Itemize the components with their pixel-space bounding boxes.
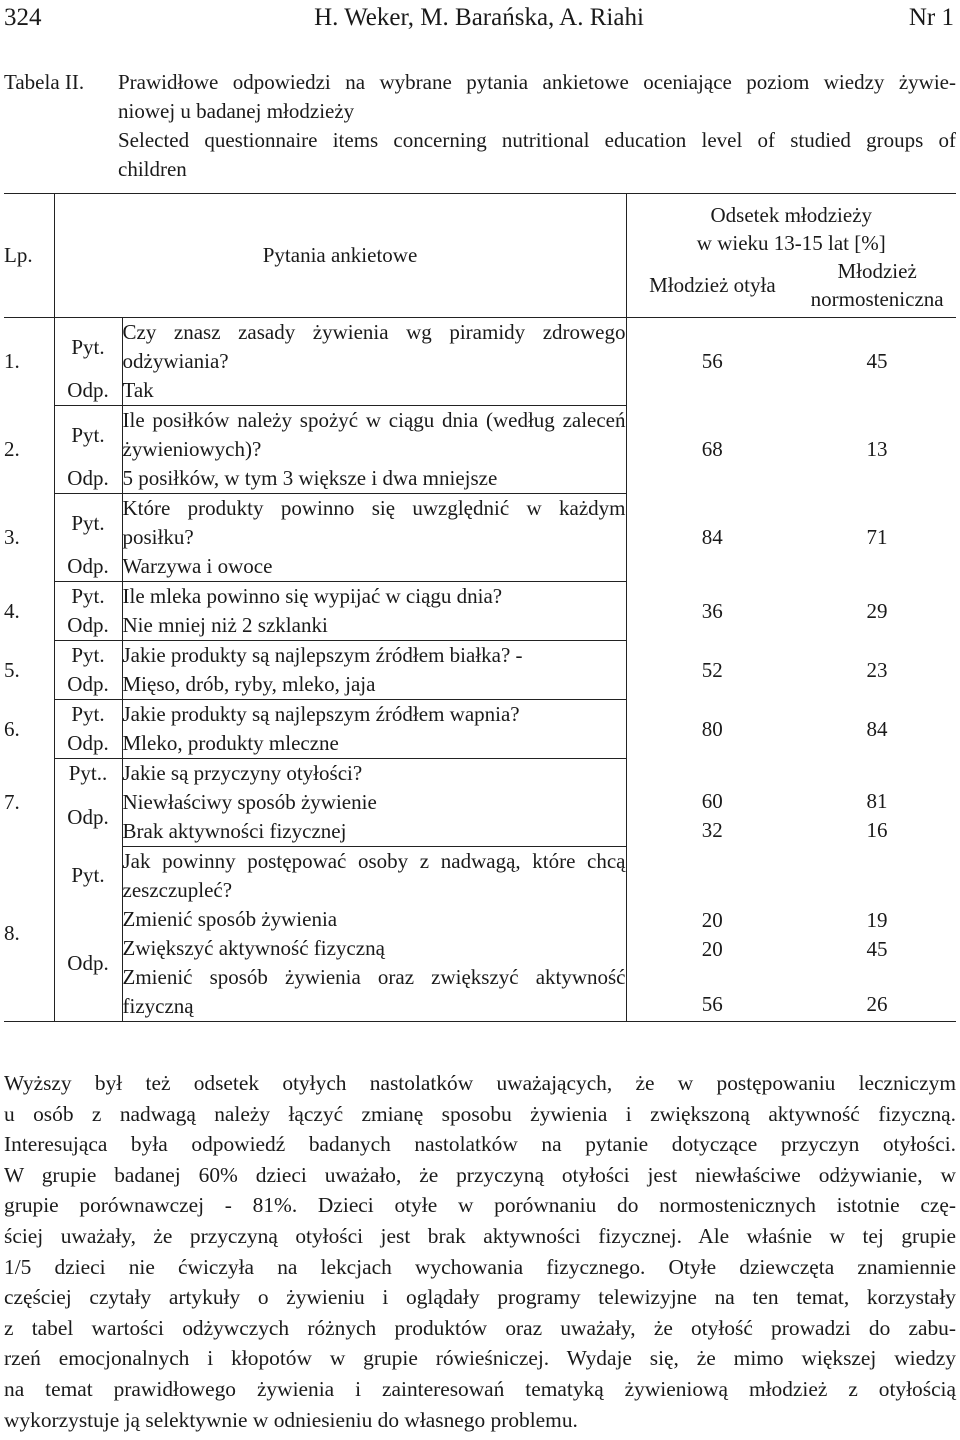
body-line: 1/5 dzieci nie ćwiczyła na lekcjach wychowania fizycznego. Otyłe dziewczęta znamiennie bbox=[4, 1254, 956, 1279]
running-header bbox=[4, 4, 954, 38]
question-text: Ile posiłków należy spożyć w ciągu dnia (według zaleceń żywieniowych)? bbox=[122, 406, 626, 465]
row-number: 4. bbox=[4, 582, 54, 641]
question-label: Pyt. bbox=[54, 641, 122, 671]
issue-number: Nr 1 bbox=[908, 4, 954, 31]
row-number: 8. bbox=[4, 847, 54, 1022]
obese-percent-cell bbox=[626, 700, 798, 759]
table-row-question bbox=[4, 494, 956, 553]
answer-label: Odp. bbox=[54, 729, 122, 759]
header-subcolumns bbox=[627, 257, 957, 317]
header-percent-group bbox=[626, 194, 956, 318]
question-text: Ile mleka powinno się wypijać w ciągu dnia? bbox=[122, 582, 626, 612]
answer-text: Nie mniej niż 2 szklanki bbox=[122, 611, 626, 641]
answer-text: Tak bbox=[122, 376, 626, 406]
question-text: Jakie produkty są najlepszym źródłem wapnia? bbox=[122, 700, 626, 730]
obese-percent: 56 bbox=[701, 992, 723, 1016]
question-text: Które produkty powinno się uwzględnić w każdym posiłku? bbox=[122, 494, 626, 553]
page-number: 324 bbox=[4, 4, 42, 31]
answer-label: Odp. bbox=[54, 905, 122, 1022]
normal-percent-cell bbox=[798, 847, 956, 1022]
obese-percent: 68 bbox=[701, 436, 723, 461]
row-number: 3. bbox=[4, 494, 54, 582]
answer-text: Mleko, produkty mleczne bbox=[122, 729, 626, 759]
obese-percent: 20 bbox=[701, 937, 723, 961]
header-normal-line1: Młodzież bbox=[837, 258, 917, 283]
question-text: Jakie są przyczyny otyłości? bbox=[122, 759, 626, 789]
answer-label: Odp. bbox=[54, 464, 122, 494]
running-authors: H. Weker, M. Barańska, A. Riahi bbox=[314, 4, 644, 31]
obese-percent-cell bbox=[626, 582, 798, 641]
obese-percent: 20 bbox=[701, 908, 723, 932]
table-row-question bbox=[4, 641, 956, 671]
answer-text: Zwiększyć aktywność fizyczną bbox=[122, 934, 626, 963]
table-caption-text bbox=[118, 68, 956, 184]
normal-percent-cell bbox=[798, 700, 956, 759]
table-row-question bbox=[4, 318, 956, 377]
obese-percent: 56 bbox=[701, 348, 723, 373]
obese-percent: 80 bbox=[701, 716, 723, 741]
body-line: wykorzystuje ją selektywnie w odniesieniu do własnego problemu. bbox=[4, 1407, 578, 1432]
normal-percent: 23 bbox=[866, 657, 888, 682]
obese-percent-cell bbox=[626, 847, 798, 1022]
normal-percent: 26 bbox=[866, 992, 888, 1016]
obese-percent-cell bbox=[626, 494, 798, 582]
answer-text: Zmienić sposób żywienia bbox=[122, 905, 626, 934]
caption-line: Prawidłowe odpowiedzi na wybrane pytania ankietowe oceniające poziom wiedzy żywie- bbox=[118, 70, 956, 94]
answer-label: Odp. bbox=[54, 670, 122, 700]
table-row-question bbox=[4, 582, 956, 612]
answer-label: Odp. bbox=[54, 611, 122, 641]
header-normal-line2: normosteniczna bbox=[810, 286, 944, 311]
obese-percent: 84 bbox=[701, 524, 723, 549]
question-label: Pyt. bbox=[54, 847, 122, 906]
header-percent-line1: Odsetek młodzieży bbox=[710, 202, 873, 227]
table-row-question bbox=[4, 406, 956, 465]
results-table bbox=[4, 193, 956, 1022]
answer-label: Odp. bbox=[54, 376, 122, 406]
caption-line: niowej u badanej młodzieży bbox=[118, 99, 355, 123]
obese-percent: 52 bbox=[701, 657, 723, 682]
normal-percent-cell bbox=[798, 318, 956, 406]
obese-percent: 32 bbox=[701, 817, 723, 842]
header-obese: Młodzież otyła bbox=[649, 272, 776, 297]
body-line: grupie porównawczej - 81%. Dzieci otyłe w porównaniu do normostenicznych istotnie czę- bbox=[4, 1193, 956, 1218]
body-paragraph bbox=[4, 1068, 956, 1435]
answer-text: 5 posiłków, w tym 3 większe i dwa mniejsze bbox=[122, 464, 626, 494]
body-line: Wyższy był też odsetek otyłych nastolatków uważających, że w postępowaniu leczniczym bbox=[4, 1071, 956, 1095]
normal-percent: 19 bbox=[866, 908, 888, 932]
question-text: Jak powinny postępować osoby z nadwagą, które chcą zeszczupleć? bbox=[122, 847, 626, 906]
normal-percent: 84 bbox=[866, 716, 888, 741]
table-row-question bbox=[4, 847, 956, 906]
answer-text: Niewłaściwy sposób żywienie bbox=[122, 788, 626, 817]
header-questions: Pytania ankietowe bbox=[54, 194, 626, 318]
normal-percent: 29 bbox=[866, 598, 888, 623]
normal-percent: 81 bbox=[866, 788, 888, 813]
table-row-question bbox=[4, 759, 956, 789]
obese-percent: 60 bbox=[701, 788, 723, 813]
body-line: na temat prawidłowego żywienia i zainteresowań tematyką żywieniową młodzież z otyłością bbox=[4, 1376, 956, 1401]
row-number: 7. bbox=[4, 759, 54, 847]
normal-percent: 71 bbox=[866, 524, 888, 549]
table-caption bbox=[4, 68, 956, 184]
body-line: ściej uważały, że przyczyną otyłości jest brak aktywności fizycznej. Ale właśnie w tej grupie bbox=[4, 1223, 956, 1248]
question-label: Pyt. bbox=[54, 494, 122, 553]
answer-text: Mięso, drób, ryby, mleko, jaja bbox=[122, 670, 626, 700]
answer-text: Brak aktywności fizycznej bbox=[122, 817, 626, 847]
header-lp: Lp. bbox=[4, 194, 54, 318]
question-label: Pyt. bbox=[54, 700, 122, 730]
question-text: Jakie produkty są najlepszym źródłem białka? - bbox=[122, 641, 626, 671]
answer-label: Odp. bbox=[54, 788, 122, 847]
normal-percent-cell bbox=[798, 494, 956, 582]
normal-percent-cell bbox=[798, 759, 956, 847]
row-number: 2. bbox=[4, 406, 54, 494]
obese-percent-cell bbox=[626, 641, 798, 700]
question-label: Pyt.. bbox=[54, 759, 122, 789]
row-number: 1. bbox=[4, 318, 54, 406]
obese-percent-cell bbox=[626, 406, 798, 494]
normal-percent: 13 bbox=[866, 436, 888, 461]
obese-percent-cell bbox=[626, 759, 798, 847]
answer-text: Warzywa i owoce bbox=[122, 552, 626, 582]
table-label: Tabela II. bbox=[4, 70, 85, 94]
question-label: Pyt. bbox=[54, 582, 122, 612]
normal-percent: 45 bbox=[866, 937, 888, 961]
row-number: 6. bbox=[4, 700, 54, 759]
header-normal bbox=[798, 257, 956, 313]
header-percent-title bbox=[627, 195, 957, 257]
question-label: Pyt. bbox=[54, 406, 122, 465]
body-line: częściej czytały artykuły o żywieniu i oglądały programy telewizyjne na ten temat, korzystały bbox=[4, 1285, 956, 1310]
caption-line: Selected questionnaire items concerning nutritional education level of studied groups of bbox=[118, 128, 956, 152]
answer-text: Zmienić sposób żywienia oraz zwiększyć aktywność fizyczną bbox=[122, 963, 626, 1022]
body-line: W grupie badanej 60% dzieci uważało, że przyczyną otyłości jest niewłaściwe odżywianie, w bbox=[4, 1162, 956, 1187]
obese-percent-cell bbox=[626, 318, 798, 406]
normal-percent: 45 bbox=[866, 348, 888, 373]
table-header-row bbox=[4, 194, 956, 318]
header-percent-line2: w wieku 13-15 lat [%] bbox=[696, 230, 886, 255]
body-line: Interesująca była odpowiedź badanych nastolatków na pytanie dotyczące przyczyn otyłości. bbox=[4, 1132, 956, 1157]
body-line: u osób z nadwagą należy łączyć zmianę sposobu żywienia i zwiększoną aktywność fizyczną. bbox=[4, 1101, 956, 1126]
row-number: 5. bbox=[4, 641, 54, 700]
question-label: Pyt. bbox=[54, 318, 122, 377]
question-text: Czy znasz zasady żywienia wg piramidy zdrowego odżywiania? bbox=[122, 318, 626, 377]
normal-percent: 16 bbox=[866, 817, 888, 842]
normal-percent-cell bbox=[798, 582, 956, 641]
caption-line: children bbox=[118, 157, 187, 181]
body-line: rzeń emocjonalnych i kłopotów w grupie rówieśniczej. Wydaje się, że mimo większej wiedzy bbox=[4, 1346, 956, 1371]
obese-percent: 36 bbox=[701, 598, 723, 623]
body-line: z tabel wartości odżywczych różnych produktów oraz uważały, że otyłość prowadzi do zabu- bbox=[4, 1315, 956, 1340]
answer-label: Odp. bbox=[54, 552, 122, 582]
normal-percent-cell bbox=[798, 406, 956, 494]
table-row-question bbox=[4, 700, 956, 730]
normal-percent-cell bbox=[798, 641, 956, 700]
